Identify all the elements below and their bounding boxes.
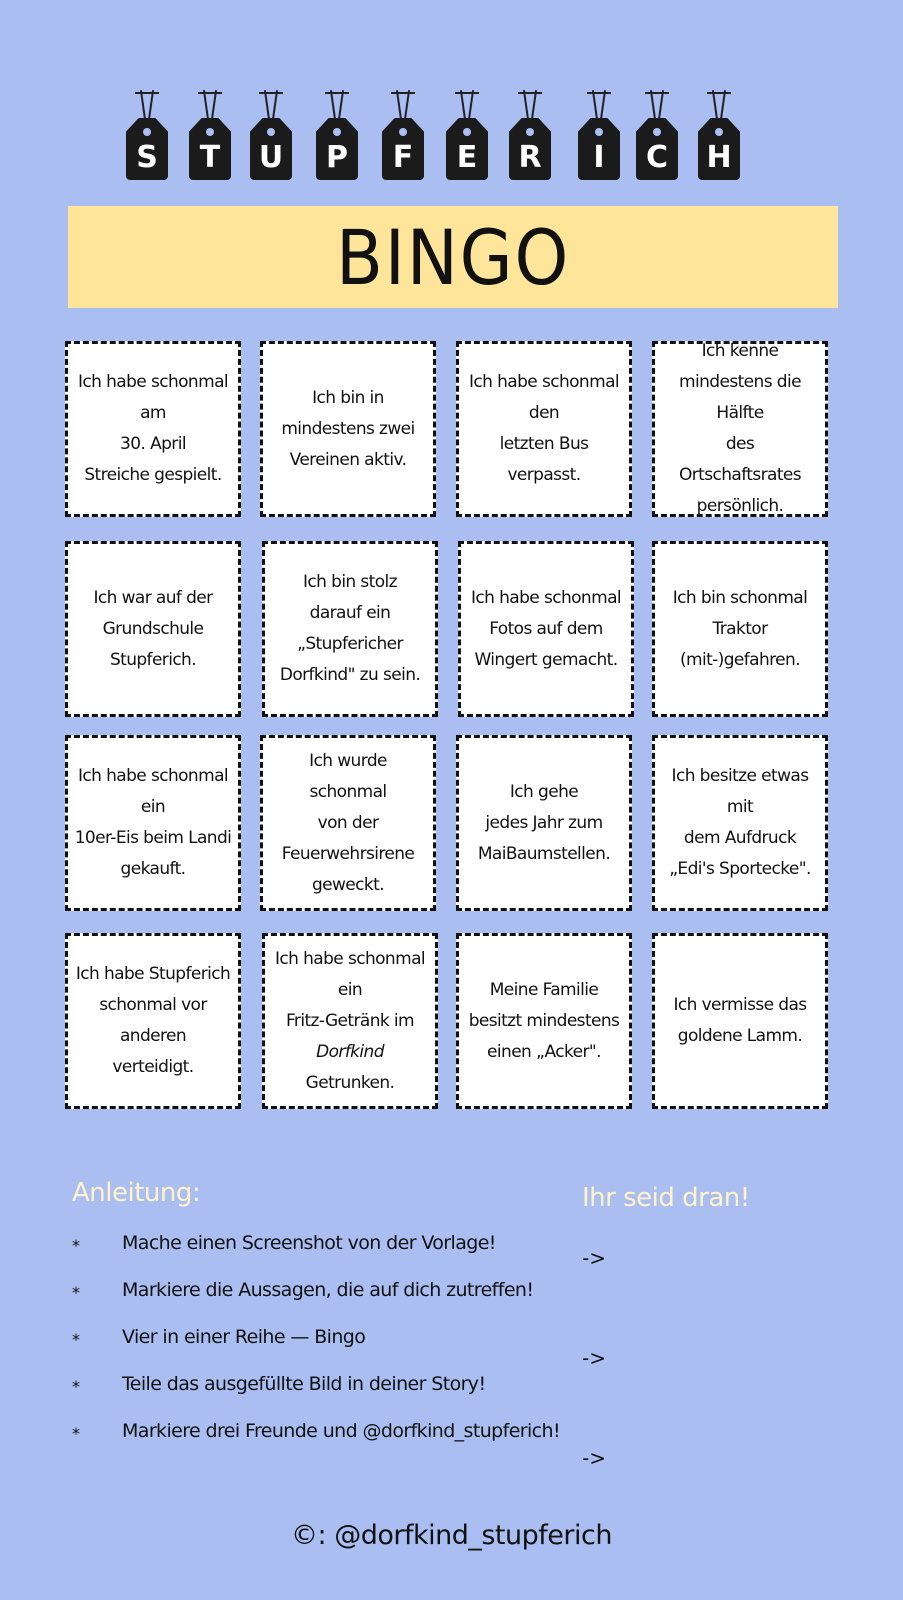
title-tag	[698, 88, 740, 188]
bingo-cell[interactable]: Ich habe Stupferich schonmal vor anderen verteidigt.	[65, 933, 241, 1109]
bingo-cell[interactable]: Ich vermisse das goldene Lamm.	[652, 933, 828, 1109]
title-letter: T	[199, 140, 221, 175]
arrow-icon: ->	[582, 1346, 606, 1370]
credit-footer: ©: @dorfkind_stupferich	[291, 1520, 612, 1551]
bingo-cell[interactable]: Ich kenne mindestens die Hälfte des Ortschaftsrates persönlich.	[652, 341, 828, 517]
bingo-cell[interactable]: Ich bin stolz darauf ein „Stupfericher Dorfkind" zu sein.	[262, 541, 438, 717]
bingo-cell[interactable]: Ich war auf der Grundschule Stupferich.	[65, 541, 241, 717]
bingo-cell[interactable]: Ich habe schonmal am 30. April Streiche gespielt.	[65, 341, 241, 517]
bullet: *	[72, 1424, 80, 1443]
title-letter: F	[392, 140, 414, 175]
instruction-step	[72, 1420, 592, 1450]
bingo-cell[interactable]: Ich habe schonmal ein 10er-Eis beim Landi gekauft.	[65, 735, 241, 911]
title-tag	[578, 88, 620, 188]
instruction-text: Vier in einer Reihe — Bingo	[122, 1326, 366, 1348]
instruction-text: Mache einen Screenshot von der Vorlage!	[122, 1232, 496, 1254]
arrow-icon: ->	[582, 1446, 606, 1470]
bingo-cell[interactable]: Meine Familie besitzt mindestens einen „Acker".	[456, 933, 632, 1109]
bingo-cell[interactable]	[262, 933, 438, 1109]
bingo-title: BINGO	[335, 212, 571, 302]
instruction-text: Teile das ausgefüllte Bild in deiner Story!	[122, 1373, 486, 1395]
bullet: *	[72, 1377, 80, 1396]
title-letter: I	[593, 140, 605, 175]
instruction-step	[72, 1279, 592, 1309]
bullet: *	[72, 1283, 80, 1302]
instruction-step	[72, 1326, 592, 1356]
title-letter: S	[136, 140, 158, 175]
title-tag	[636, 88, 678, 188]
stupferich-title-tags	[126, 88, 766, 188]
title-tag	[126, 88, 168, 188]
bingo-cell[interactable]: Ich gehe jedes Jahr zum MaiBaumstellen.	[456, 735, 632, 911]
bingo-cell[interactable]: Ich bin schonmal Traktor (mit-)gefahren.	[652, 541, 828, 717]
title-letter: E	[456, 140, 478, 175]
bingo-cell-tail: Getrunken.	[305, 1072, 395, 1093]
instruction-text: Markiere drei Freunde und @dorfkind_stupferich!	[122, 1420, 560, 1442]
bingo-cell[interactable]: Ich habe schonmal den letzten Bus verpasst.	[456, 341, 632, 517]
title-letter: H	[706, 140, 732, 175]
bingo-cell[interactable]: Ich wurde schonmal von der Feuerwehrsirene geweckt.	[260, 735, 436, 911]
bingo-cell-text: Ich habe schonmal ein Fritz-Getränk im	[274, 948, 426, 1031]
title-letter: R	[518, 140, 542, 175]
bingo-banner	[68, 206, 838, 308]
instructions-title: Anleitung:	[72, 1178, 201, 1208]
instruction-step	[72, 1373, 592, 1403]
title-letter: U	[258, 140, 284, 175]
instruction-step	[72, 1232, 592, 1262]
title-letter: P	[326, 140, 348, 175]
bingo-cell[interactable]: Ich bin in mindestens zwei Vereinen aktiv.	[260, 341, 436, 517]
title-letter: C	[645, 140, 669, 175]
title-tag	[250, 88, 292, 188]
title-tag	[382, 88, 424, 188]
bullet: *	[72, 1236, 80, 1255]
bingo-cell[interactable]: Ich habe schonmal Fotos auf dem Wingert gemacht.	[458, 541, 634, 717]
title-tag	[316, 88, 358, 188]
instruction-text: Markiere die Aussagen, die auf dich zutreffen!	[122, 1279, 534, 1301]
bullet: *	[72, 1330, 80, 1349]
bingo-cell[interactable]: Ich besitze etwas mit dem Aufdruck „Edi's Sportecke".	[652, 735, 828, 911]
bingo-cell-italic: Dorfkind	[316, 1041, 384, 1062]
title-tag	[189, 88, 231, 188]
arrow-icon: ->	[582, 1246, 606, 1270]
title-tag	[446, 88, 488, 188]
title-tag	[509, 88, 551, 188]
your-turn-title: Ihr seid dran!	[582, 1183, 750, 1213]
